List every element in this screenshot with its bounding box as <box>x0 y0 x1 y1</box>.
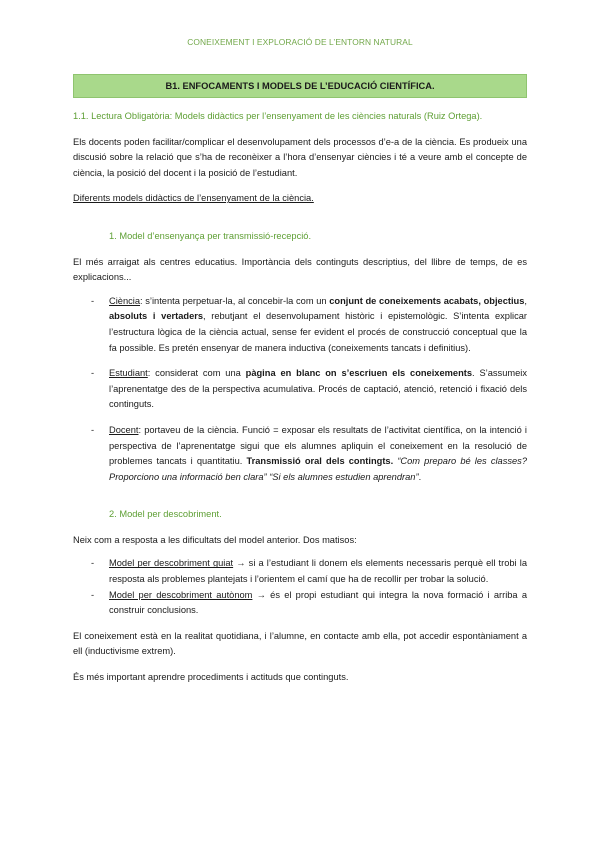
document-body <box>73 109 527 686</box>
intro-paragraph: Els docents poden facilitar/complicar el desenvolupament dels processos d’e-a de la ciència. Es produeix una discusió sobre la relació que s’ha de reconèixer a l’hora d’ensenyar ciències i té a veure amb el concepte de ciència, la posició del docent i la posició de l’estudiant. <box>73 136 527 178</box>
model-2-paragraph-2: És més important aprendre procediments i actituds que continguts. <box>73 672 349 683</box>
dash-marker: - <box>91 589 95 600</box>
list-item-ciencia: - Ciència: s’intenta perpetuar-la, al concebir-la com un conjunt de coneixements acabats, objectius, absoluts i vertaders, rebutjant el desenvolupament històric i epistemològic. S’intenta explicar l’estructura lògica de la ciència actual, sense fer evident el procés de construcció conceptual que la fa possible. Es pretén ensenyar de manera inductiva (coneixements tancats i definitius). <box>91 295 527 353</box>
term-docent: Docent <box>109 424 139 435</box>
model-1-list <box>73 294 527 486</box>
dash-marker: - <box>91 295 95 306</box>
term-ciencia: Ciència <box>109 295 141 306</box>
models-heading: Diferents models didàctics de l’ensenyament de la ciència. <box>73 193 314 204</box>
section-1-1-heading: 1.1. Lectura Obligatòria: Models didàctics per l’ensenyament de les ciències naturals (Ruiz Ortega). <box>73 111 483 121</box>
model-1-intro: El més arraigat als centres educatius. Importància dels continguts descriptius, del llibre de temps, de es explicacions... <box>73 256 527 283</box>
arrow-icon: → <box>256 589 266 600</box>
page-header: CONEIXEMENT I EXPLORACIÓ DE L’ENTORN NATURAL <box>187 37 413 47</box>
dash-marker: - <box>91 558 95 569</box>
list-item-docent: - Docent: portaveu de la ciència. Funció = exposar els resultats de l’activitat científica, on la intenció i perspectiva de l’aprenentatge sigui que els alumnes apliquin el coneixement en la resolució de problemes tancats i quantitatiu. Transmissió oral dels contingts. “Com preparo bé les classes? Proporciono una informació ben clara” “Si els alumnes estudien aprendran”. <box>91 424 527 482</box>
banner-title: B1. ENFOCAMENTS I MODELS DE L’EDUCACIÓ CIENTÍFICA. <box>165 81 435 91</box>
model-2-intro: Neix com a resposta a les dificultats del model anterior. Dos matisos: <box>73 534 357 545</box>
dash-marker: - <box>91 368 95 379</box>
term-estudiant: Estudiant <box>109 368 148 379</box>
list-item-guiat: - Model per descobriment guiat → si a l’estudiant li donem els elements necessaris perquè ell trobi la resposta als problemes plantejats i l’orientem el camí que ha de recollir per trobar la solució. <box>91 558 527 585</box>
list-item-estudiant: - Estudiant: considerat com una pàgina en blanc on s’escriuen els coneixements. S’assumeix l’aprenentatge des de la perspectiva acumulativa. Procés de captació, atenció, retenció i fixació dels continguts. <box>91 368 527 410</box>
model-1-title: 1. Model d’ensenyança per transmissió-recepció. <box>109 230 312 241</box>
term-guiat: Model per descobriment guiat <box>109 558 234 569</box>
list-item-autonom: - Model per descobriment autònom → és el propi estudiant qui integra la nova formació i arriba a construir conclusions. <box>91 589 527 616</box>
model-2-list <box>73 556 527 618</box>
dash-marker: - <box>91 424 95 435</box>
arrow-icon: → <box>236 558 246 569</box>
model-2-paragraph-1: El coneixement està en la realitat quotidiana, i l’alumne, en contacte amb ella, pot accedir espontàniament a ell (inductivisme extrem). <box>73 630 527 657</box>
model-2-title: 2. Model per descobriment. <box>109 509 222 520</box>
section-banner <box>73 74 527 98</box>
term-autonom: Model per descobriment autònom <box>109 589 253 600</box>
